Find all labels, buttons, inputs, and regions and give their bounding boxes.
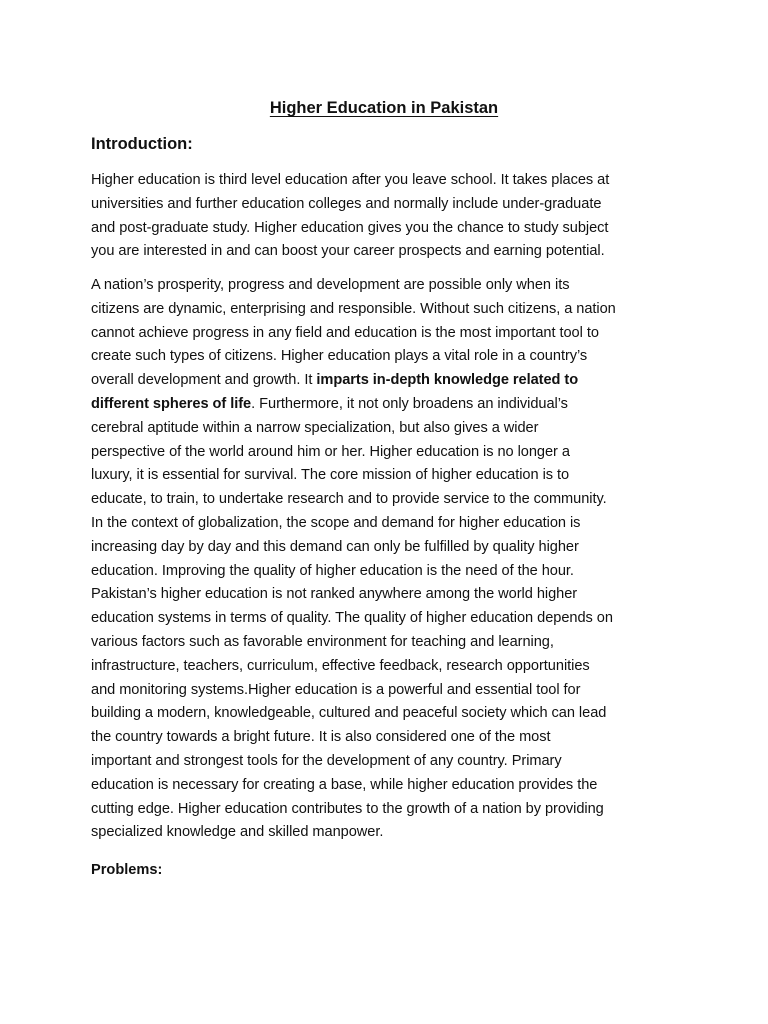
paragraph-line: educate, to train, to undertake research and to provide service to the community.	[91, 491, 607, 508]
paragraph-line: cutting edge. Higher education contributes to the growth of a nation by providing	[91, 800, 604, 817]
paragraph-line	[91, 393, 687, 417]
paragraph-line: Higher education is third level education after you leave school. It takes places at	[91, 172, 610, 188]
paragraph-line: universities and further education colleges and normally include under-graduate	[91, 195, 602, 212]
paragraph-line: education is necessary for creating a base, while higher education provides the	[91, 776, 598, 793]
paragraph-introduction	[91, 169, 687, 264]
paragraph-line: cerebral aptitude within a narrow specialization, but also gives a wider	[91, 419, 539, 436]
bold-emphasis-text: imparts in-depth knowledge related to	[316, 372, 579, 389]
paragraph-line: important and strongest tools for the development of any country. Primary	[91, 752, 562, 769]
document-title: Higher Education in Pakistan	[269, 99, 499, 117]
paragraph-line: and post-graduate study. Higher education gives you the chance to study subject	[91, 219, 609, 236]
paragraph-line: A nation’s prosperity, progress and development are possible only when its	[91, 277, 570, 293]
paragraph-line: infrastructure, teachers, curriculum, effective feedback, research opportunities	[91, 657, 590, 674]
introduction-heading: Introduction:	[91, 135, 193, 153]
plain-text: . Furthermore, it not only broadens an individual’s	[251, 395, 568, 412]
paragraph-line: increasing day by day and this demand can only be fulfilled by quality higher	[91, 538, 579, 555]
paragraph-line: education systems in terms of quality. The quality of higher education depends on	[91, 610, 613, 627]
paragraph-line: Pakistan’s higher education is not ranked anywhere among the world higher	[91, 586, 578, 603]
paragraph-line: create such types of citizens. Higher education plays a vital role in a country’s	[91, 348, 588, 365]
paragraph-line	[91, 369, 687, 393]
paragraph-line: the country towards a bright future. It is also considered one of the most	[91, 729, 551, 746]
paragraph-line: specialized knowledge and skilled manpower.	[91, 824, 384, 841]
plain-text: overall development and growth. It	[91, 372, 317, 389]
paragraph-line: you are interested in and can boost your career prospects and earning potential.	[91, 243, 605, 260]
paragraph-line: various factors such as favorable environment for teaching and learning,	[91, 633, 554, 650]
bold-emphasis-text: different spheres of life	[91, 395, 252, 412]
paragraph-line: building a modern, knowledgeable, cultured and peaceful society which can lead	[91, 705, 607, 722]
paragraph-line: perspective of the world around him or her. Higher education is no longer a	[91, 443, 570, 460]
paragraph-line: cannot achieve progress in any field and education is the most important tool to	[91, 324, 599, 341]
paragraph-line: education. Improving the quality of higher education is the need of the hour.	[91, 562, 574, 579]
paragraph-line: luxury, it is essential for survival. The core mission of higher education is to	[91, 467, 570, 484]
paragraph-line: and monitoring systems.Higher education is a powerful and essential tool for	[91, 681, 581, 698]
paragraph-body	[91, 274, 687, 845]
paragraph-line: citizens are dynamic, enterprising and responsible. Without such citizens, a nation	[91, 300, 616, 317]
problems-heading: Problems:	[91, 862, 163, 878]
paragraph-line: In the context of globalization, the scope and demand for higher education is	[91, 514, 581, 531]
